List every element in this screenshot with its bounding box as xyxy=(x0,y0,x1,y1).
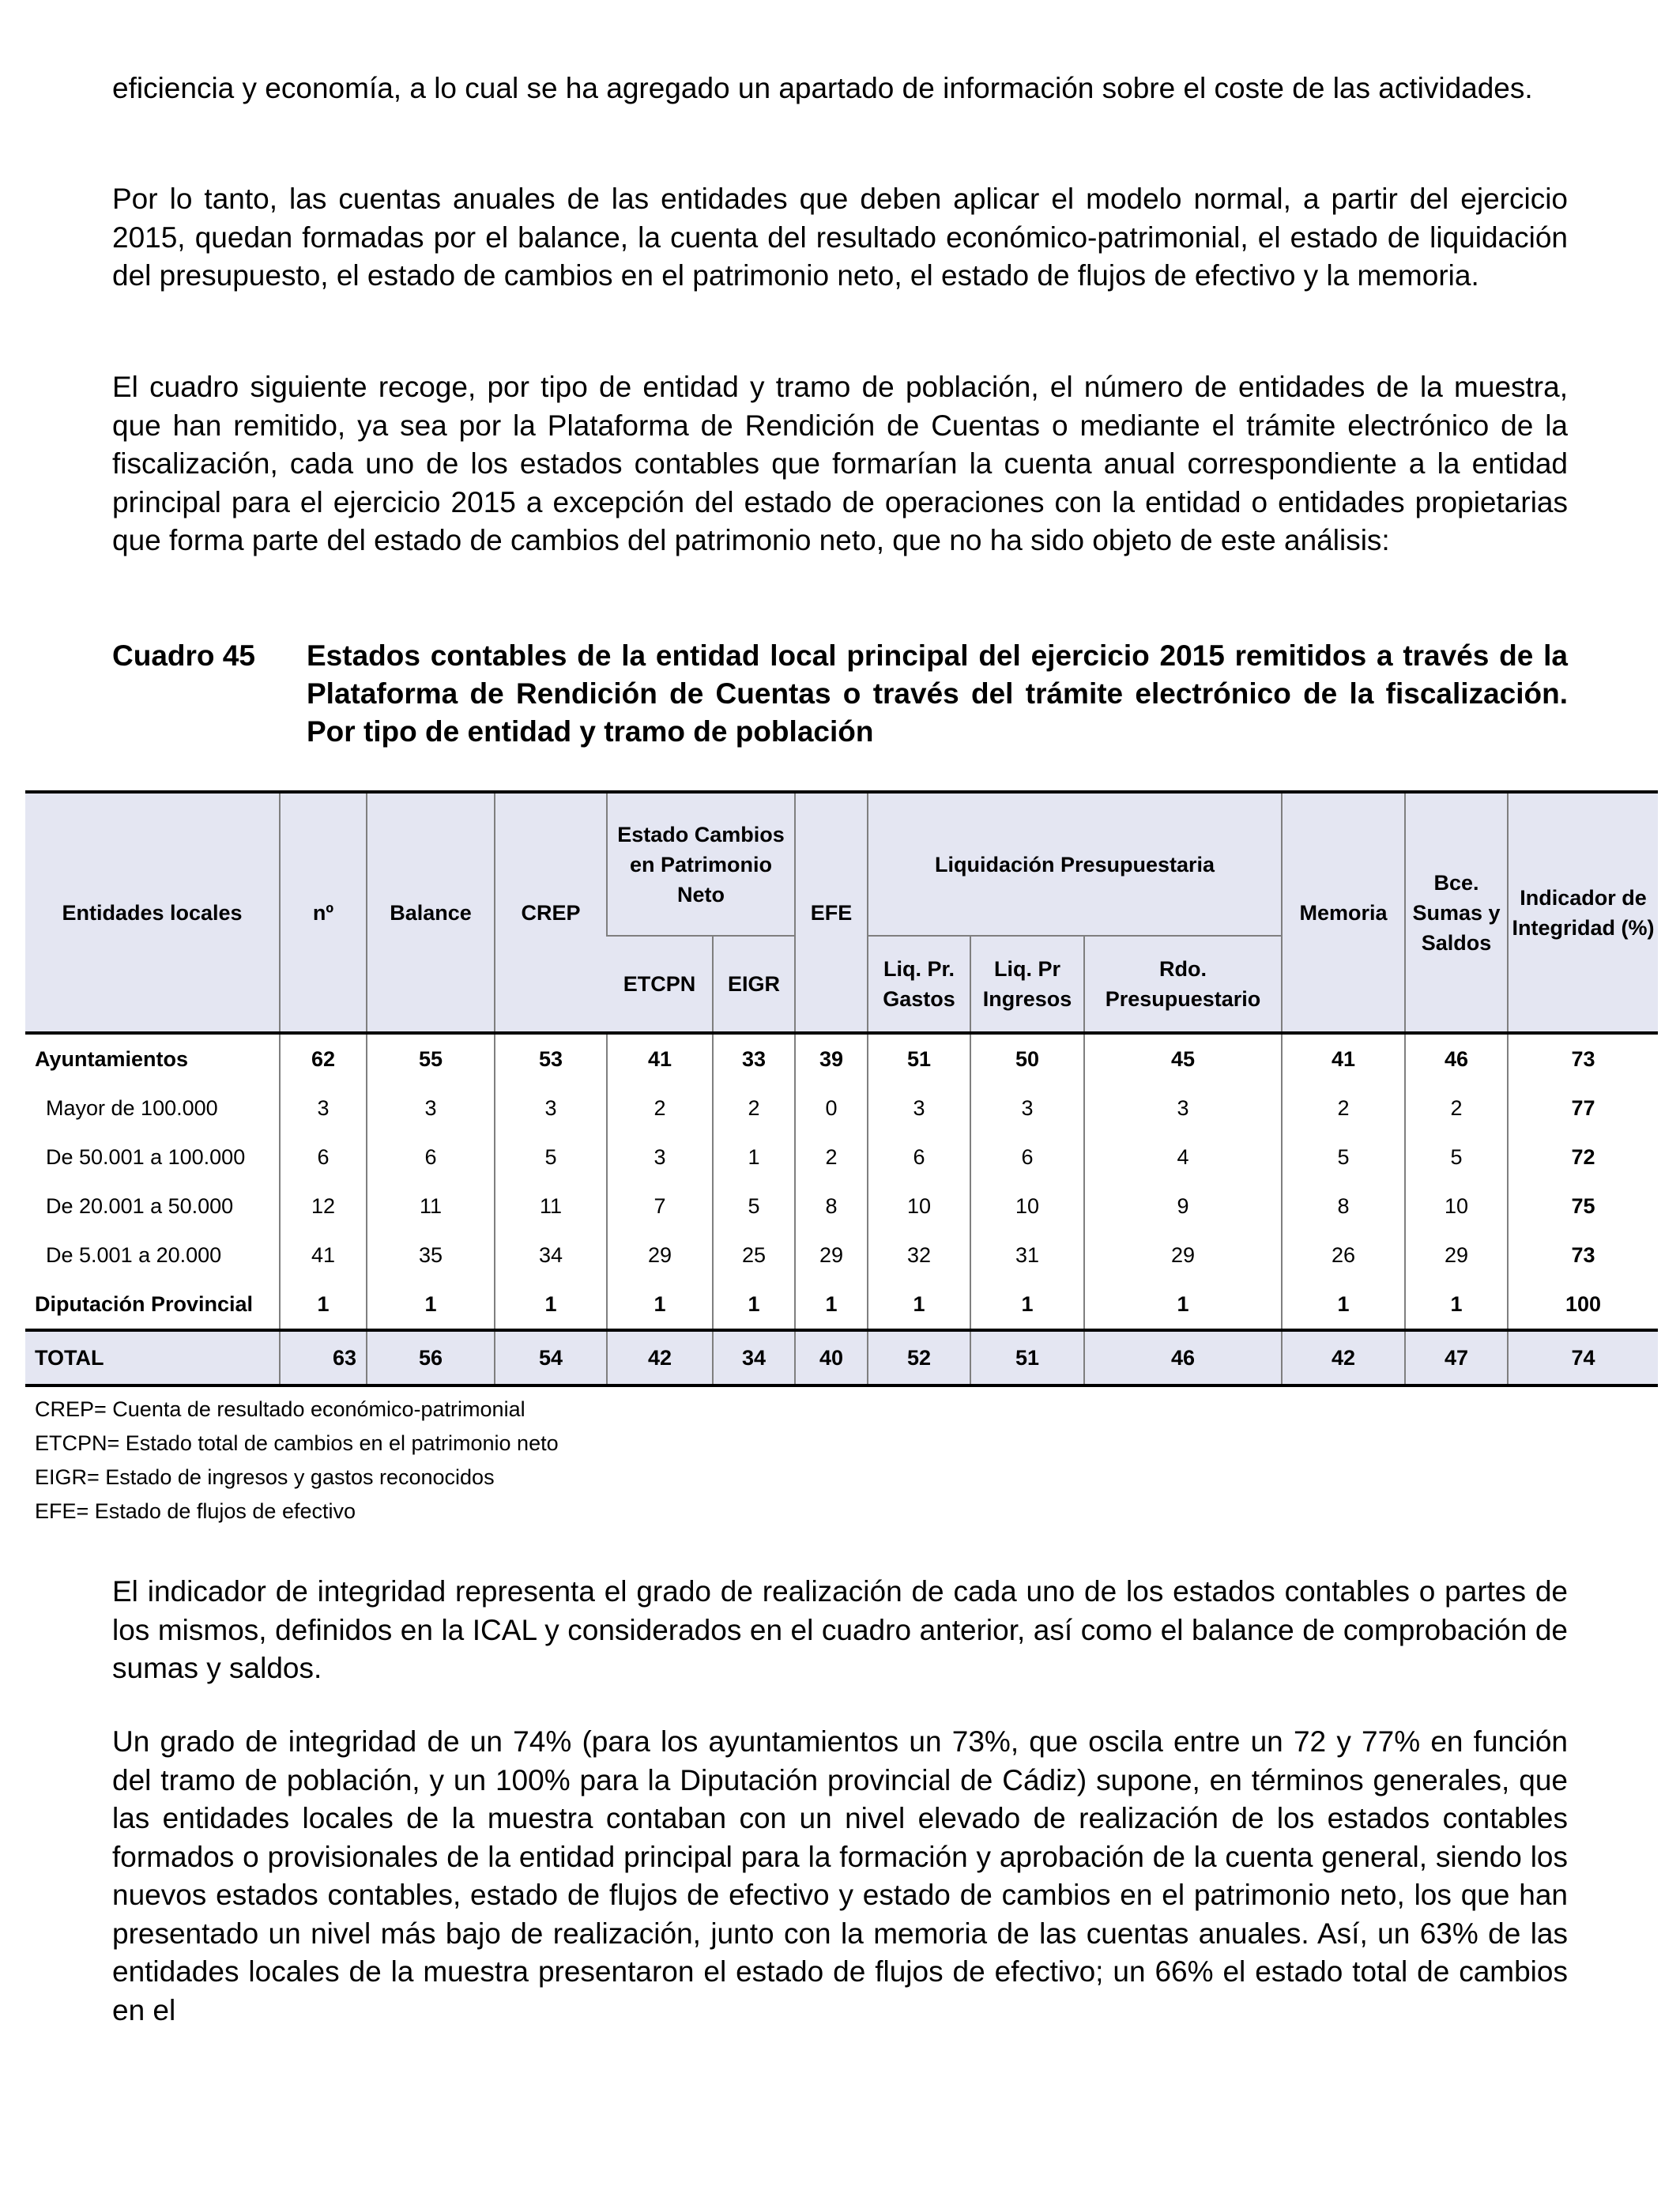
cell: 26 xyxy=(1282,1231,1405,1280)
cell: 6 xyxy=(970,1133,1084,1182)
cell: 10 xyxy=(868,1182,970,1231)
cell: 29 xyxy=(1405,1231,1508,1280)
note-efe: EFE= Estado de flujos de efectivo xyxy=(35,1499,356,1523)
table-row xyxy=(25,1231,1658,1280)
cell: 72 xyxy=(1508,1133,1658,1182)
cell: 29 xyxy=(1084,1231,1282,1280)
table-row xyxy=(25,1033,1658,1084)
cell: 3 xyxy=(1084,1084,1282,1133)
cell: 7 xyxy=(607,1182,713,1231)
cell: 46 xyxy=(1084,1330,1282,1385)
paragraph-indicador: El indicador de integridad representa el grado de realización de cada uno de los estados contables o partes de los mismos, definidos en la ICAL y considerados en el cuadro anterior, así como el balance de comprobación de sumas y saldos. xyxy=(112,1575,1568,1684)
table-caption-number: Cuadro 45 xyxy=(112,639,255,672)
paragraph-cuentas-anuales: Por lo tanto, las cuentas anuales de las entidades que deben aplicar el modelo normal, a partir del ejercicio 2015, quedan formadas por el balance, la cuenta del resultado económico-patrimonial, el estado de liquidación del presupuesto, el estado de cambios en el patrimonio neto, el estado de flujos de efectivo y la memoria. xyxy=(112,183,1568,292)
cell: 3 xyxy=(367,1084,495,1133)
cell: 1 xyxy=(713,1133,795,1182)
header-bce: Bce. Sumas y Saldos xyxy=(1405,792,1508,1033)
cell: 56 xyxy=(367,1330,495,1385)
cell: 53 xyxy=(495,1033,607,1084)
cell: 1 xyxy=(607,1280,713,1330)
cell: 3 xyxy=(280,1084,367,1133)
cell: 3 xyxy=(607,1133,713,1182)
cell: 1 xyxy=(1282,1280,1405,1330)
row-label: Ayuntamientos xyxy=(35,1046,189,1071)
table-row xyxy=(25,1280,1658,1330)
cell: 1 xyxy=(367,1280,495,1330)
paragraph-intro: eficiencia y economía, a lo cual se ha agregado un apartado de información sobre el coste de las actividades. xyxy=(112,72,1533,104)
cell: 1 xyxy=(795,1280,868,1330)
cell: 41 xyxy=(1282,1033,1405,1084)
cell: 51 xyxy=(970,1330,1084,1385)
cell: 4 xyxy=(1084,1133,1282,1182)
cell: 42 xyxy=(1282,1330,1405,1385)
cell: 9 xyxy=(1084,1182,1282,1231)
header-ecpn: Estado Cambios en Patrimonio Neto xyxy=(607,792,795,936)
cell: 77 xyxy=(1508,1084,1658,1133)
cell: 10 xyxy=(1405,1182,1508,1231)
cell: 62 xyxy=(280,1033,367,1084)
cell: 6 xyxy=(280,1133,367,1182)
cell: 63 xyxy=(280,1330,367,1385)
header-efe: EFE xyxy=(795,792,868,1033)
cell: 29 xyxy=(795,1231,868,1280)
cell: 74 xyxy=(1508,1330,1658,1385)
header-liquidacion: Liquidación Presupuestaria xyxy=(868,792,1282,936)
cell: 32 xyxy=(868,1231,970,1280)
cell: 29 xyxy=(607,1231,713,1280)
cell: 25 xyxy=(713,1231,795,1280)
cell: 0 xyxy=(795,1084,868,1133)
cell: 3 xyxy=(970,1084,1084,1133)
header-indicador: Indicador de Integridad (%) xyxy=(1508,792,1658,1033)
cell: 5 xyxy=(713,1182,795,1231)
cell: 6 xyxy=(367,1133,495,1182)
cell: 55 xyxy=(367,1033,495,1084)
cell: 1 xyxy=(713,1280,795,1330)
cell: 33 xyxy=(713,1033,795,1084)
header-eigr: EIGR xyxy=(713,936,795,1033)
header-memoria: Memoria xyxy=(1282,792,1405,1033)
row-label: De 20.001 a 50.000 xyxy=(46,1193,234,1218)
table-row xyxy=(25,1182,1658,1231)
cell: 1 xyxy=(970,1280,1084,1330)
cell: 52 xyxy=(868,1330,970,1385)
cell: 34 xyxy=(713,1330,795,1385)
table-row xyxy=(25,1133,1658,1182)
cell: 1 xyxy=(1084,1280,1282,1330)
cell: 3 xyxy=(868,1084,970,1133)
cell: 34 xyxy=(495,1231,607,1280)
cell: 39 xyxy=(795,1033,868,1084)
cell: 2 xyxy=(1405,1084,1508,1133)
header-crep: CREP xyxy=(495,792,607,1033)
paragraph-cuadro-description: El cuadro siguiente recoge, por tipo de entidad y tramo de población, el número de entidades de la muestra, que han remitido, ya sea por la Plataforma de Rendición de Cuentas o mediante el trámite electrónico de la fiscalización, cada uno de los estados contables que formarían la cuenta anual correspondiente a la entidad principal para el ejercicio 2015 a excepción del estado de operaciones con la entidad o entidades propietarias que forma parte del estado de cambios del patrimonio neto, que no ha sido objeto de este análisis: xyxy=(112,371,1568,556)
cell: 46 xyxy=(1405,1033,1508,1084)
cell: 31 xyxy=(970,1231,1084,1280)
header-rdo: Rdo. Presupuestario xyxy=(1084,936,1282,1033)
cell: 54 xyxy=(495,1330,607,1385)
note-crep: CREP= Cuenta de resultado económico-patrimonial xyxy=(35,1397,525,1421)
cell: 2 xyxy=(1282,1084,1405,1133)
table-caption-title: Estados contables de la entidad local principal del ejercicio 2015 remitidos a través de la Plataforma de Rendición de Cuentas o través del trámite electrónico de la fiscalización. Por tipo de entidad y tramo de población xyxy=(307,639,1568,748)
total-row xyxy=(25,1330,1658,1385)
row-label: De 5.001 a 20.000 xyxy=(46,1242,222,1267)
cell: 35 xyxy=(367,1231,495,1280)
cell: 5 xyxy=(495,1133,607,1182)
row-label: Diputación Provincial xyxy=(35,1291,254,1316)
cell: 45 xyxy=(1084,1033,1282,1084)
header-balance: Balance xyxy=(367,792,495,1033)
cell: 5 xyxy=(1282,1133,1405,1182)
cell: 73 xyxy=(1508,1231,1658,1280)
cell: 8 xyxy=(1282,1182,1405,1231)
cell: 41 xyxy=(607,1033,713,1084)
cell: 12 xyxy=(280,1182,367,1231)
cell: 6 xyxy=(868,1133,970,1182)
header-liq-gastos: Liq. Pr. Gastos xyxy=(868,936,970,1033)
header-entidades: Entidades locales xyxy=(25,792,280,1033)
table-notes xyxy=(35,1393,559,1529)
estados-contables-table xyxy=(25,790,1658,1387)
paragraph-grado-integridad: Un grado de integridad de un 74% (para los ayuntamientos un 73%, que oscila entre un 72 y 77% en función del tramo de población, y un 100% para la Diputación provincial de Cádiz) supone, en términos generales, que las entidades locales de la muestra contaban con un nivel elevado de realización de los estados contables formados o provisionales de la entidad principal para la formación y aprobación de la cuenta general, siendo los nuevos estados contables, estado de flujos de efectivo y estado de cambios en el patrimonio neto, los que han presentado un nivel más bajo de realización, junto con la memoria de las cuentas anuales. Así, un 63% de las entidades locales de la muestra presentaron el estado de flujos de efectivo; un 66% el estado total de cambios en el xyxy=(112,1725,1568,2026)
cell: 11 xyxy=(367,1182,495,1231)
cell: 73 xyxy=(1508,1033,1658,1084)
note-etcpn: ETCPN= Estado total de cambios en el patrimonio neto xyxy=(35,1431,559,1455)
cell: 1 xyxy=(495,1280,607,1330)
table-row xyxy=(25,1084,1658,1133)
cell: 10 xyxy=(970,1182,1084,1231)
cell: 40 xyxy=(795,1330,868,1385)
cell: 1 xyxy=(280,1280,367,1330)
cell: 2 xyxy=(713,1084,795,1133)
cell: 50 xyxy=(970,1033,1084,1084)
cell: 1 xyxy=(1405,1280,1508,1330)
cell: 47 xyxy=(1405,1330,1508,1385)
note-eigr: EIGR= Estado de ingresos y gastos reconocidos xyxy=(35,1465,495,1489)
cell: 2 xyxy=(795,1133,868,1182)
cell: 5 xyxy=(1405,1133,1508,1182)
row-label: TOTAL xyxy=(25,1330,280,1385)
cell: 11 xyxy=(495,1182,607,1231)
cell: 3 xyxy=(495,1084,607,1133)
cell: 2 xyxy=(607,1084,713,1133)
cell: 51 xyxy=(868,1033,970,1084)
cell: 42 xyxy=(607,1330,713,1385)
cell: 8 xyxy=(795,1182,868,1231)
header-n: nº xyxy=(280,792,367,1033)
cell: 75 xyxy=(1508,1182,1658,1231)
row-label: De 50.001 a 100.000 xyxy=(46,1144,246,1169)
header-etcpn: ETCPN xyxy=(607,936,713,1033)
cell: 100 xyxy=(1508,1280,1658,1330)
header-liq-ingresos: Liq. Pr Ingresos xyxy=(970,936,1084,1033)
row-label: Mayor de 100.000 xyxy=(46,1095,218,1120)
cell: 1 xyxy=(868,1280,970,1330)
cell: 41 xyxy=(280,1231,367,1280)
